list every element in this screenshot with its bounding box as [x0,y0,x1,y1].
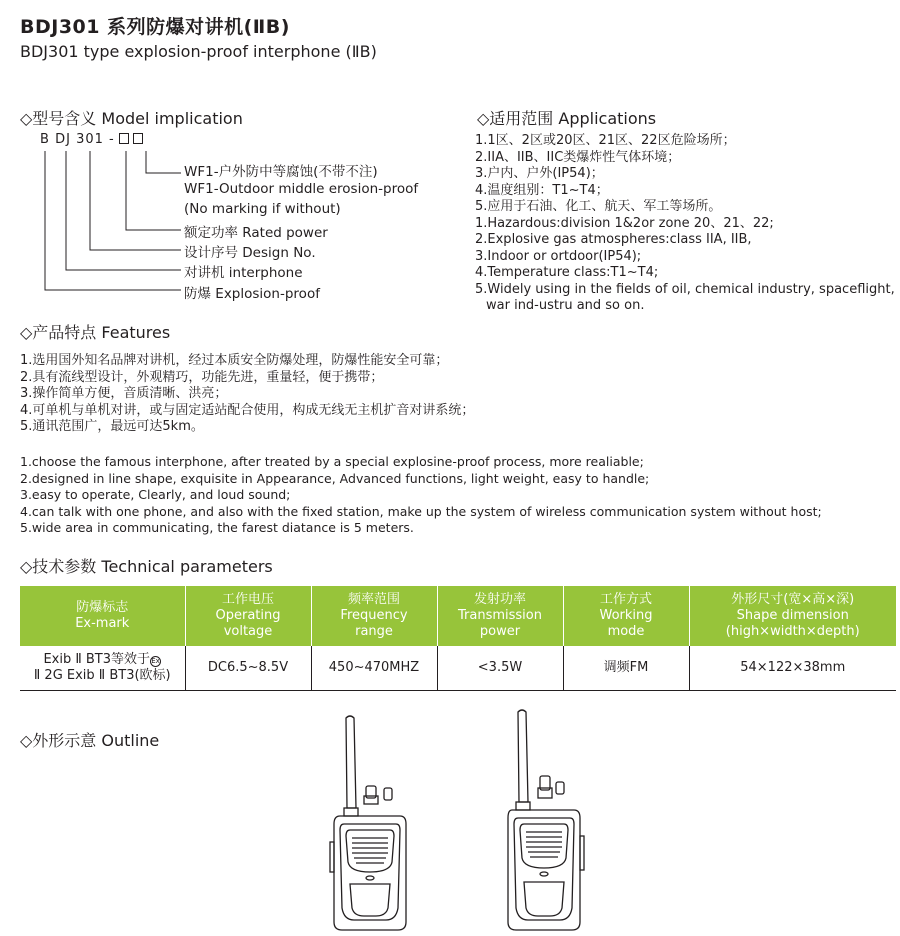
header-dimension: 外形尺寸(宽×高×深) Shape dimension (high×width×depth) [689,586,896,646]
model-heading: ◇型号含义 Model implication [20,109,243,128]
list-item: 3.Indoor or ortdoor(IP54); [475,248,642,264]
list-item: 5.Widely using in the fields of oil, chemical industry, spaceflight, [475,281,895,297]
list-item: 2.Explosive gas atmospheres:class IIA, IIB, [475,232,752,247]
header-frequency: 频率范围 Frequency range [311,586,437,646]
code-b: B [40,132,50,147]
features-en-list [20,454,822,537]
header-power: 发射功率 Transmission power [437,586,563,646]
list-item: 2.IIA、IIB、IIC类爆炸性气体环境； [475,149,681,165]
technical-heading: ◇技术参数 Technical parameters [20,557,273,576]
technical-table [20,586,896,691]
model-label-wf1-en: WF1-Outdoor middle erosion-proof [184,181,419,197]
code-num: 301 [76,132,104,147]
list-item: 2.具有流线型设计，外观精巧，功能先进，重量轻，便于携带； [20,369,384,385]
cell-voltage: DC6.5~8.5V [185,646,311,690]
list-item: 1.选用国外知名品牌对讲机，经过本质安全防爆处理，防爆性能安全可靠； [20,353,449,368]
table-header-row [20,586,896,646]
features-heading: ◇产品特点 Features [20,323,171,342]
outline-heading: ◇外形示意 Outline [20,731,160,750]
cell-ex-mark: Exib Ⅱ BT3等效于Ex Ⅱ 2G Exib Ⅱ BT3(欧标) [20,646,185,690]
list-item: 5.通讯范围广，最远可达5km。 [20,419,204,434]
list-item: 4.Temperature class:T1~T4; [475,265,659,280]
list-item: 5.应用于石油、化工、航天、军工等场所。 [475,199,722,214]
header-ex-mark: 防爆标志 Ex-mark [20,586,185,646]
list-item: 1.Hazardous:division 1&2or zone 20、21、22; [475,215,774,231]
model-label-explosion-proof: 防爆 Explosion-proof [184,286,320,302]
cell-dimension: 54×122×38mm [689,646,896,690]
list-item: 3.easy to operate, Clearly, and loud sound; [20,487,291,502]
radio-outline-front [320,712,420,934]
table-row [20,646,896,690]
list-item: 2.designed in line shape, exquisite in Appearance, Advanced functions, light weight, easy to handle; [20,470,650,486]
page-title: BDJ301 系列防爆对讲机(ⅡB) [20,16,290,38]
ex-symbol-icon: Ex [151,656,160,665]
list-item: 4.可单机与单机对讲，或与固定适站配合使用，构成无线无主机扩音对讲系统； [20,402,475,418]
list-item: 1.1区、2区或20区、21区、22区危险场所； [475,133,736,148]
cell-power: <3.5W [437,646,563,690]
model-label-no-marking: (No marking if without) [184,201,341,217]
radio-outline-side [494,706,594,934]
cell-frequency: 450~470MHZ [311,646,437,690]
model-bracket-lines [0,0,200,300]
page-subtitle: BDJ301 type explosion-proof interphone (ⅡB) [20,42,377,61]
cell-mode: 调频FM [563,646,689,690]
model-label-wf1-cn: WF1-户外防中等腐蚀(不带不注) [184,164,378,180]
list-item: 3.操作简单方便，音质清晰、洪亮； [20,386,228,401]
applications-heading: ◇适用范围 Applications [477,109,657,128]
list-item: war ind-ustru and so on. [486,298,645,313]
list-item: 4.温度组别：T1~T4； [475,182,609,198]
code-dj: DJ [55,132,71,147]
header-voltage: 工作电压 Operating voltage [185,586,311,646]
header-mode: 工作方式 Working mode [563,586,689,646]
applications-list [475,133,895,315]
list-item: 3.户内、户外(IP54)； [475,166,604,181]
list-item: 5.wide area in communicating, the farest diatance is 5 meters. [20,520,414,535]
list-item: 4.can talk with one phone, and also with the fixed station, make up the system of wireless communication system without host; [20,503,822,519]
list-item: 1.choose the famous interphone, after treated by a special explosine-proof process, more realiable; [20,454,644,469]
model-label-interphone: 对讲机 interphone [184,265,303,281]
model-label-rated-power: 额定功率 Rated power [184,225,328,241]
features-cn-list [20,353,474,436]
model-label-design-no: 设计序号 Design No. [184,245,316,261]
code-dash: - [109,132,115,147]
